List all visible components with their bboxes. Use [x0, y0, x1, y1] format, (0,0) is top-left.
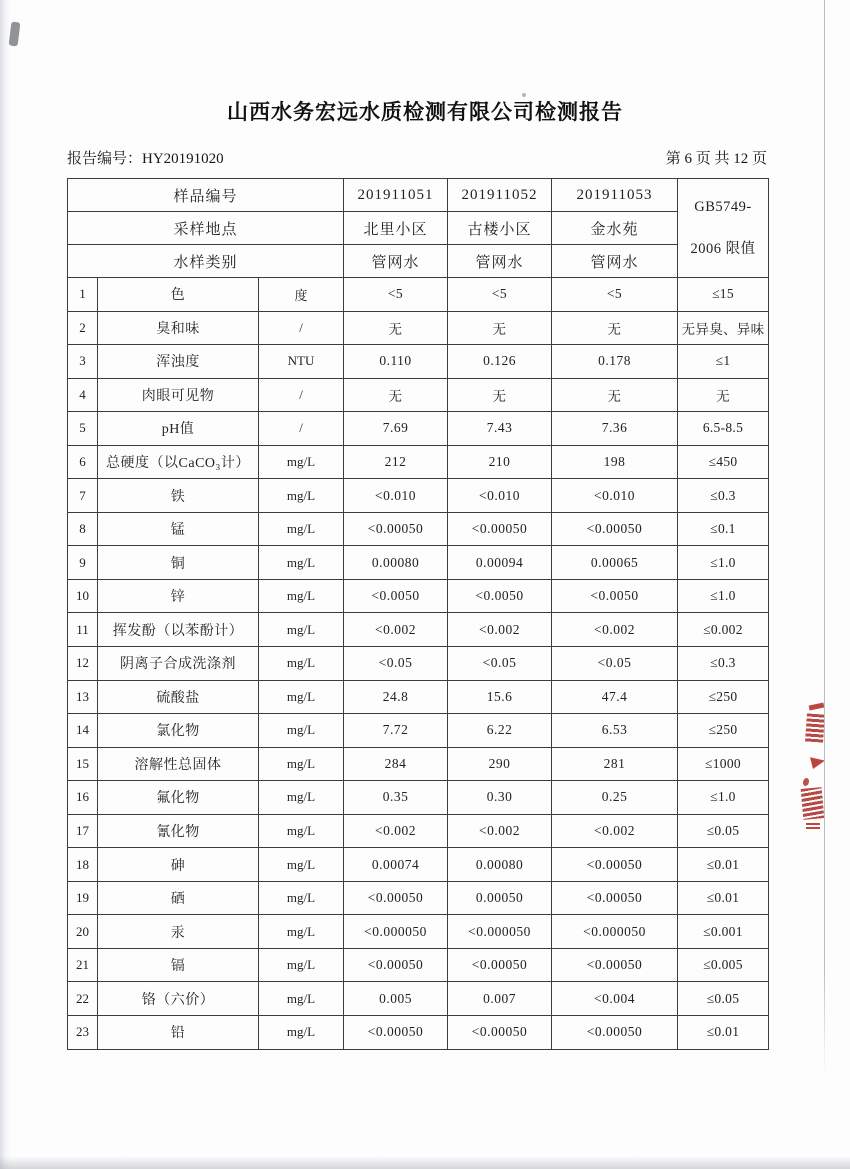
unit: mg/L	[259, 915, 344, 949]
result-row	[68, 613, 769, 647]
parameter-name: 氰化物	[98, 814, 259, 848]
sample2-value: <0.002	[448, 814, 552, 848]
limit-value: ≤0.001	[678, 915, 769, 949]
sample2-value: 0.00080	[448, 848, 552, 882]
unit: mg/L	[259, 747, 344, 781]
parameter-name: 浑浊度	[98, 345, 259, 379]
row-number: 23	[68, 1016, 98, 1050]
scan-crease-line	[824, 0, 825, 1075]
limit-value: 6.5-8.5	[678, 412, 769, 446]
parameter-name: 铅	[98, 1016, 259, 1050]
result-row	[68, 278, 769, 312]
parameter-name: 锰	[98, 512, 259, 546]
result-row	[68, 445, 769, 479]
stamp-stroke	[809, 702, 824, 710]
sample3-value: <0.05	[552, 647, 678, 681]
sample2-value: <0.05	[448, 647, 552, 681]
sample3-value: <0.000050	[552, 915, 678, 949]
sample1-value: 212	[344, 445, 448, 479]
scan-bottom-shading	[0, 1156, 850, 1169]
row-number: 13	[68, 680, 98, 714]
sample-location: 北里小区	[344, 212, 448, 245]
red-stamp-fragment	[798, 700, 824, 834]
result-row	[68, 1016, 769, 1050]
scan-speck	[9, 22, 21, 47]
limit-value: ≤250	[678, 714, 769, 748]
result-row	[68, 647, 769, 681]
sample1-value: 0.00074	[344, 848, 448, 882]
unit: mg/L	[259, 714, 344, 748]
row-number: 20	[68, 915, 98, 949]
row-number: 19	[68, 881, 98, 915]
row-number: 8	[68, 512, 98, 546]
row-number: 18	[68, 848, 98, 882]
unit: mg/L	[259, 546, 344, 580]
unit: mg/L	[259, 848, 344, 882]
unit: mg/L	[259, 781, 344, 815]
sample2-value: 6.22	[448, 714, 552, 748]
limit-value: ≤1000	[678, 747, 769, 781]
unit: mg/L	[259, 579, 344, 613]
sample1-value: 24.8	[344, 680, 448, 714]
result-row	[68, 680, 769, 714]
limit-column-header	[678, 179, 769, 278]
unit: NTU	[259, 345, 344, 379]
unit: mg/L	[259, 948, 344, 982]
sample3-value: 无	[552, 311, 678, 345]
sample1-value: <0.002	[344, 613, 448, 647]
sample2-value: 0.00094	[448, 546, 552, 580]
sample1-value: 0.110	[344, 345, 448, 379]
sample1-value: <0.00050	[344, 948, 448, 982]
sample1-value: 无	[344, 378, 448, 412]
sample-id: 201911051	[344, 179, 448, 212]
sample1-value: <0.00050	[344, 512, 448, 546]
row-number: 5	[68, 412, 98, 446]
parameter-name: 汞	[98, 915, 259, 949]
parameter-name: 锌	[98, 579, 259, 613]
parameter-name: 氯化物	[98, 714, 259, 748]
unit: mg/L	[259, 1016, 344, 1050]
report-number-label: 报告编号：	[67, 151, 143, 167]
result-row	[68, 915, 769, 949]
sample2-value: 7.43	[448, 412, 552, 446]
row-number: 1	[68, 278, 98, 312]
report-meta	[67, 147, 767, 168]
result-row	[68, 546, 769, 580]
sample3-value: 7.36	[552, 412, 678, 446]
type-label: 水样类别	[68, 245, 344, 278]
row-number: 4	[68, 378, 98, 412]
row-number: 7	[68, 479, 98, 513]
parameter-name: 铜	[98, 546, 259, 580]
stamp-stroke	[805, 713, 824, 742]
row-number: 9	[68, 546, 98, 580]
sample2-value: 15.6	[448, 680, 552, 714]
sample2-value: 0.126	[448, 345, 552, 379]
limit-value: ≤450	[678, 445, 769, 479]
scan-edge-shading	[0, 0, 10, 1169]
sample-type: 管网水	[552, 245, 678, 278]
sample1-value: 无	[344, 311, 448, 345]
limit-value: ≤0.05	[678, 982, 769, 1016]
sample1-value: 284	[344, 747, 448, 781]
parameter-name: 溶解性总固体	[98, 747, 259, 781]
parameter-name: 硫酸盐	[98, 680, 259, 714]
row-number: 11	[68, 613, 98, 647]
row-number: 21	[68, 948, 98, 982]
unit: mg/L	[259, 512, 344, 546]
sample3-value: 无	[552, 378, 678, 412]
parameter-name: 阴离子合成洗涤剂	[98, 647, 259, 681]
sample3-value: 47.4	[552, 680, 678, 714]
parameter-name: 砷	[98, 848, 259, 882]
header-row-sample-id	[68, 179, 769, 212]
sample3-value: <0.004	[552, 982, 678, 1016]
row-number: 17	[68, 814, 98, 848]
result-row	[68, 982, 769, 1016]
limit-header-line2: 2006 限值	[690, 241, 756, 257]
sample3-value: <0.0050	[552, 579, 678, 613]
unit: mg/L	[259, 613, 344, 647]
report-title: 山西水务宏远水质检测有限公司检测报告	[227, 101, 623, 124]
stamp-stroke	[803, 778, 809, 786]
sample1-value: 0.005	[344, 982, 448, 1016]
sample1-value: <0.000050	[344, 915, 448, 949]
sample-id: 201911053	[552, 179, 678, 212]
sample1-value: <0.00050	[344, 1016, 448, 1050]
sample2-value: <0.00050	[448, 512, 552, 546]
parameter-name: 镉	[98, 948, 259, 982]
unit: /	[259, 311, 344, 345]
sample3-value: <0.00050	[552, 948, 678, 982]
limit-value: ≤0.05	[678, 814, 769, 848]
parameter-name: 铬（六价）	[98, 982, 259, 1016]
parameter-name: 铁	[98, 479, 259, 513]
result-row	[68, 781, 769, 815]
row-number: 14	[68, 714, 98, 748]
sample3-value: <5	[552, 278, 678, 312]
sample-type: 管网水	[448, 245, 552, 278]
row-number: 15	[68, 747, 98, 781]
sample-location: 金水苑	[552, 212, 678, 245]
unit: /	[259, 378, 344, 412]
sample2-value: 无	[448, 311, 552, 345]
limit-value: ≤250	[678, 680, 769, 714]
unit: /	[259, 412, 344, 446]
sample1-value: <0.05	[344, 647, 448, 681]
limit-header-line1: GB5749-	[694, 198, 752, 215]
sample2-value: <0.010	[448, 479, 552, 513]
row-number: 2	[68, 311, 98, 345]
sample1-value: <0.00050	[344, 881, 448, 915]
sample-id: 201911052	[448, 179, 552, 212]
stamp-stroke	[806, 823, 820, 831]
sample1-value: 0.35	[344, 781, 448, 815]
stamp-stroke	[810, 756, 824, 769]
sample2-value: 0.00050	[448, 881, 552, 915]
result-row	[68, 814, 769, 848]
result-row	[68, 378, 769, 412]
sample3-value: 0.25	[552, 781, 678, 815]
limit-value: ≤0.3	[678, 647, 769, 681]
sample3-value: 281	[552, 747, 678, 781]
result-row	[68, 747, 769, 781]
limit-value: ≤0.005	[678, 948, 769, 982]
limit-value: ≤0.01	[678, 848, 769, 882]
sample1-value: 7.69	[344, 412, 448, 446]
sample1-value: <0.002	[344, 814, 448, 848]
unit: mg/L	[259, 814, 344, 848]
report-number	[67, 147, 224, 168]
sample3-value: <0.002	[552, 814, 678, 848]
sample2-value: <0.00050	[448, 948, 552, 982]
row-number: 16	[68, 781, 98, 815]
sample2-value: <0.00050	[448, 1016, 552, 1050]
parameter-name: 总硬度（以CaCO₃计）	[98, 445, 259, 479]
sample-location: 古楼小区	[448, 212, 552, 245]
parameter-name: 肉眼可见物	[98, 378, 259, 412]
sample3-value: <0.010	[552, 479, 678, 513]
limit-value: ≤1.0	[678, 781, 769, 815]
sample1-value: 7.72	[344, 714, 448, 748]
unit: mg/L	[259, 479, 344, 513]
unit: mg/L	[259, 680, 344, 714]
location-label: 采样地点	[68, 212, 344, 245]
row-number: 6	[68, 445, 98, 479]
row-number: 3	[68, 345, 98, 379]
result-row	[68, 412, 769, 446]
limit-value: ≤15	[678, 278, 769, 312]
result-row	[68, 948, 769, 982]
header-row-location	[68, 212, 769, 245]
sample2-value: 290	[448, 747, 552, 781]
sample2-value: 210	[448, 445, 552, 479]
sample-id-label: 样品编号	[68, 179, 344, 212]
unit: mg/L	[259, 445, 344, 479]
sample2-value: 0.30	[448, 781, 552, 815]
sample1-value: 0.00080	[344, 546, 448, 580]
result-row	[68, 345, 769, 379]
parameter-name: 氟化物	[98, 781, 259, 815]
sample3-value: 0.178	[552, 345, 678, 379]
sample3-value: 6.53	[552, 714, 678, 748]
parameter-name: 臭和味	[98, 311, 259, 345]
results-table	[67, 178, 769, 1050]
sample2-value: 0.007	[448, 982, 552, 1016]
header-row-type	[68, 245, 769, 278]
unit: mg/L	[259, 881, 344, 915]
result-row	[68, 479, 769, 513]
page-indicator: 第 6 页 共 12 页	[665, 151, 767, 167]
result-row	[68, 881, 769, 915]
row-number: 10	[68, 579, 98, 613]
result-row	[68, 714, 769, 748]
limit-value: ≤0.01	[678, 1016, 769, 1050]
unit: mg/L	[259, 982, 344, 1016]
unit: mg/L	[259, 647, 344, 681]
limit-value: ≤0.1	[678, 512, 769, 546]
row-number: 12	[68, 647, 98, 681]
sample3-value: <0.00050	[552, 881, 678, 915]
sample3-value: 198	[552, 445, 678, 479]
sample-type: 管网水	[344, 245, 448, 278]
result-row	[68, 512, 769, 546]
sample1-value: <0.010	[344, 479, 448, 513]
parameter-name: 色	[98, 278, 259, 312]
limit-value: ≤0.01	[678, 881, 769, 915]
limit-value: ≤0.002	[678, 613, 769, 647]
parameter-name: 挥发酚（以苯酚计）	[98, 613, 259, 647]
sample3-value: <0.002	[552, 613, 678, 647]
stamp-stroke	[801, 787, 824, 820]
limit-value: ≤1.0	[678, 579, 769, 613]
sample1-value: <0.0050	[344, 579, 448, 613]
row-number: 22	[68, 982, 98, 1016]
sample2-value: <0.0050	[448, 579, 552, 613]
report-number-value: HY20191020	[142, 151, 224, 167]
limit-value: 无异臭、异味	[678, 311, 769, 345]
limit-value: ≤1.0	[678, 546, 769, 580]
sample3-value: <0.00050	[552, 1016, 678, 1050]
sample3-value: <0.00050	[552, 512, 678, 546]
parameter-name: pH值	[98, 412, 259, 446]
sample3-value: 0.00065	[552, 546, 678, 580]
result-row	[68, 848, 769, 882]
limit-value: 无	[678, 378, 769, 412]
sample2-value: <0.002	[448, 613, 552, 647]
sample2-value: <5	[448, 278, 552, 312]
parameter-name: 硒	[98, 881, 259, 915]
sample2-value: <0.000050	[448, 915, 552, 949]
limit-value: ≤1	[678, 345, 769, 379]
unit: 度	[259, 278, 344, 312]
limit-value: ≤0.3	[678, 479, 769, 513]
result-row	[68, 579, 769, 613]
sample1-value: <5	[344, 278, 448, 312]
results-table-body	[68, 278, 769, 1050]
sample2-value: 无	[448, 378, 552, 412]
results-table-header	[68, 179, 769, 278]
result-row	[68, 311, 769, 345]
sample3-value: <0.00050	[552, 848, 678, 882]
